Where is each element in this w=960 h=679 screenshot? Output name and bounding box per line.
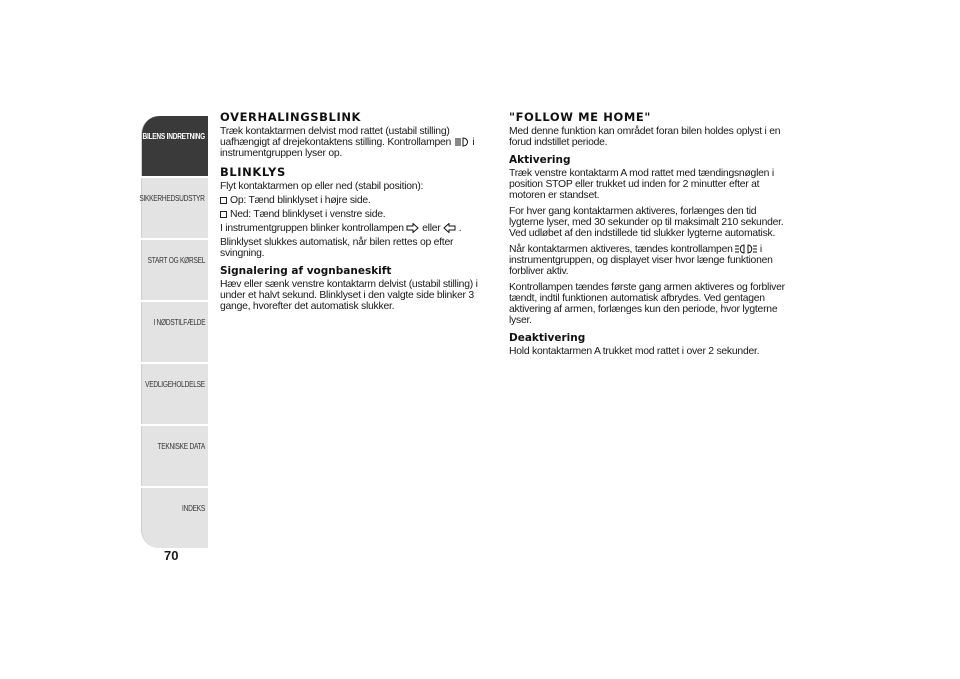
paragraph: Med denne funktion kan området foran bilen holdes oplyst i en forud indstillet periode. [509, 126, 781, 148]
bullet-item: Op: Tænd blinklyset i højre side. [220, 195, 492, 206]
paragraph: Træk venstre kontaktarm A mod rattet med tændingsnøglen i position STOP eller trukket ud inden for 2 minutter efter at motoren er standset. [509, 168, 774, 201]
heading-aktivering: Aktivering [509, 154, 571, 166]
paragraph: Kontrollampen tændes første gang armen aktiveres og forbliver tændt, indtil funktionen automatisk afbrydes. Ved gentagen aktivering af armen, forlænges kun den periode, hvor lygterne lyser. [509, 282, 785, 326]
paragraph: Når kontaktarmen aktiveres, tændes kontrollampen i instrumentgruppen, og displayet viser hvor længe funktionen forbliver aktiv. [509, 244, 773, 277]
heading-follow-me-home: "FOLLOW ME HOME" [509, 110, 651, 124]
page-number: 70 [164, 548, 179, 563]
paragraph: Hæv eller sænk venstre kontaktarm delvist (ustabil stilling) i under et halvt sekund. Blinklyset i den valgte side blinker 3 gange, hvorefter det automatisk slukker. [220, 279, 478, 312]
paragraph: Træk kontaktarmen delvist mod rattet (ustabil stilling) uafhængigt af drejekontaktens stilling. Kontrollampen i instrumentgruppen lyser op. [220, 126, 475, 159]
heading-blinklys: BLINKLYS [220, 165, 286, 179]
paragraph: For hver gang kontaktarmen aktiveres, forlænges den tid lygterne lyser, med 30 sekunder op til maksimalt 210 sekunder. Ved udløbet af den indstillede tid slukker lygterne automatisk. [509, 206, 784, 239]
right-column [509, 110, 785, 362]
tab-label: INDEKS [182, 504, 205, 513]
tab-indeks[interactable] [141, 488, 208, 548]
turn-right-arrow-icon [406, 223, 419, 233]
tab-vedligeholdelse[interactable] [141, 364, 208, 424]
paragraph: Blinklyset slukkes automatisk, når bilen rettes op efter svingning. [220, 237, 454, 259]
tab-label: I NØDSTILFÆLDE [153, 318, 205, 327]
tab-bilens-indretning[interactable] [141, 116, 208, 176]
left-column [220, 110, 492, 317]
tab-i-nodstilfaelde[interactable] [141, 302, 208, 362]
checkbox-bullet-icon [220, 197, 227, 204]
tab-label: SIKKERHEDSUDSTYR [139, 194, 205, 203]
high-beam-icon [454, 137, 470, 147]
paragraph: Hold kontaktarmen A trukket mod rattet i over 2 sekunder. [509, 346, 760, 357]
tab-sikkerhedsudstyr[interactable] [141, 178, 208, 238]
checkbox-bullet-icon [220, 211, 227, 218]
tab-label: BILENS INDRETNING [142, 132, 205, 141]
follow-me-home-icon [735, 244, 757, 254]
paragraph: Flyt kontaktarmen op eller ned (stabil position): [220, 181, 424, 192]
paragraph: I instrumentgruppen blinker kontrollampen eller . [220, 223, 462, 234]
tab-start-og-korsel[interactable] [141, 240, 208, 300]
tab-tekniske-data[interactable] [141, 426, 208, 486]
bullet-item: Ned: Tænd blinklyset i venstre side. [220, 209, 492, 220]
tab-label: VEDLIGEHOLDELSE [145, 380, 205, 389]
chapter-tabs [141, 116, 208, 550]
heading-deaktivering: Deaktivering [509, 332, 586, 344]
tab-label: TEKNISKE DATA [157, 442, 205, 451]
turn-left-arrow-icon [443, 223, 456, 233]
tab-label: START OG KØRSEL [147, 256, 205, 265]
heading-vognbaneskift: Signalering af vognbaneskift [220, 265, 392, 277]
heading-overhalingsblink: OVERHALINGSBLINK [220, 110, 362, 124]
